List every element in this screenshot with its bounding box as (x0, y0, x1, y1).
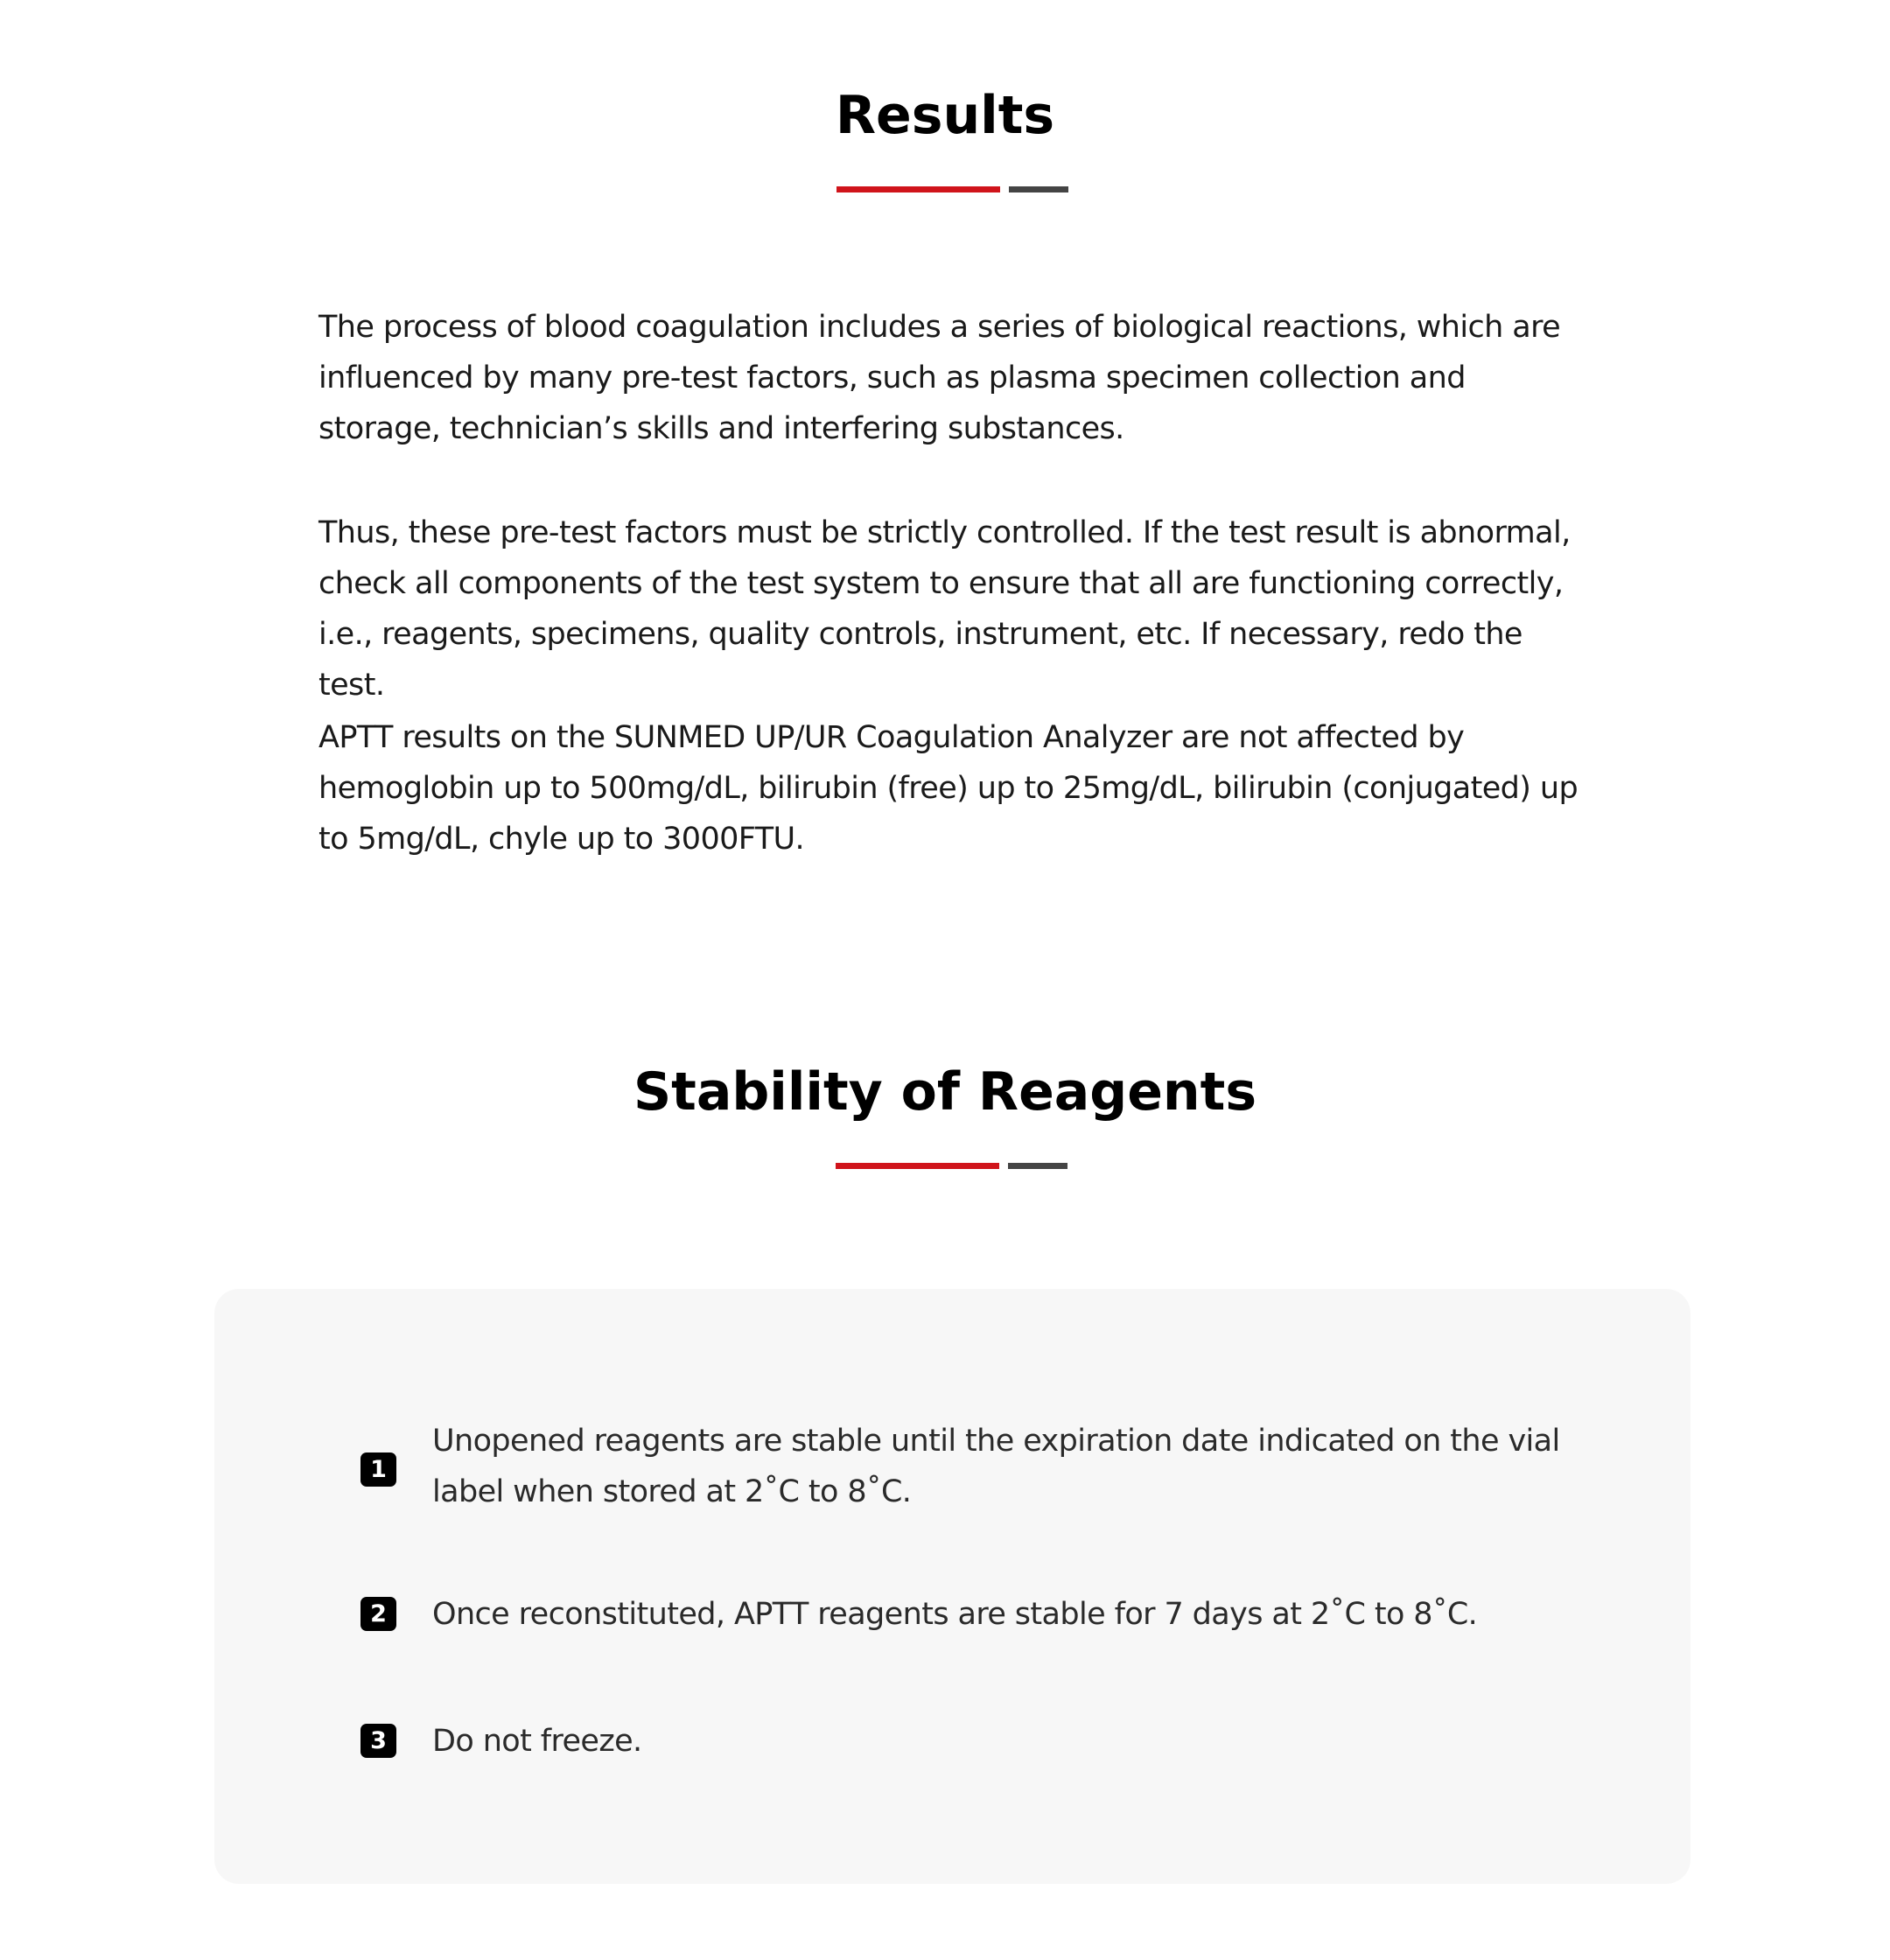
divider-gray-bar (1009, 186, 1068, 192)
results-title-divider (0, 186, 1890, 192)
results-paragraph-2: Thus, these pre-test factors must be strictly controlled. If the test result is abnormal, check all components of the test system to ensure that all are functioning correctly, i.e., reagents, specimens, quality controls, instrument, etc. If necessary, redo the test. (318, 515, 1571, 703)
divider-gray-bar (1008, 1163, 1068, 1169)
stability-title: Stability of Reagents (633, 1061, 1257, 1123)
number-badge-1: 1 (360, 1452, 396, 1487)
results-paragraph-1: The process of blood coagulation includes a series of biological reactions, which are influenced by many pre-test factors, such as plasma specimen collection and storage, technician’s skills and interfering substances. (318, 310, 1561, 446)
divider-red-bar (836, 1163, 999, 1169)
results-paragraph-3: APTT results on the SUNMED UP/UR Coagulation Analyzer are not affected by hemoglobin up to 500mg/dL, bilirubin (free) up to 25mg/dL, bilirubin (conjugated) up to 5mg/dL, chyle up to 3000FTU. (318, 720, 1578, 857)
divider-red-bar (836, 186, 1000, 192)
stability-item-text: Unopened reagents are stable until the expiration date indicated on the vial label when stored at 2˚C to 8˚C. (432, 1424, 1560, 1509)
number-badge-3: 3 (360, 1724, 396, 1758)
stability-item-text: Do not freeze. (432, 1724, 642, 1759)
stability-title-divider (0, 1163, 1890, 1169)
stability-item-text: Once reconstituted, APTT reagents are stable for 7 days at 2˚C to 8˚C. (432, 1597, 1478, 1632)
results-title: Results (835, 85, 1055, 146)
stability-card (214, 1289, 1690, 1884)
number-badge-2: 2 (360, 1597, 396, 1631)
